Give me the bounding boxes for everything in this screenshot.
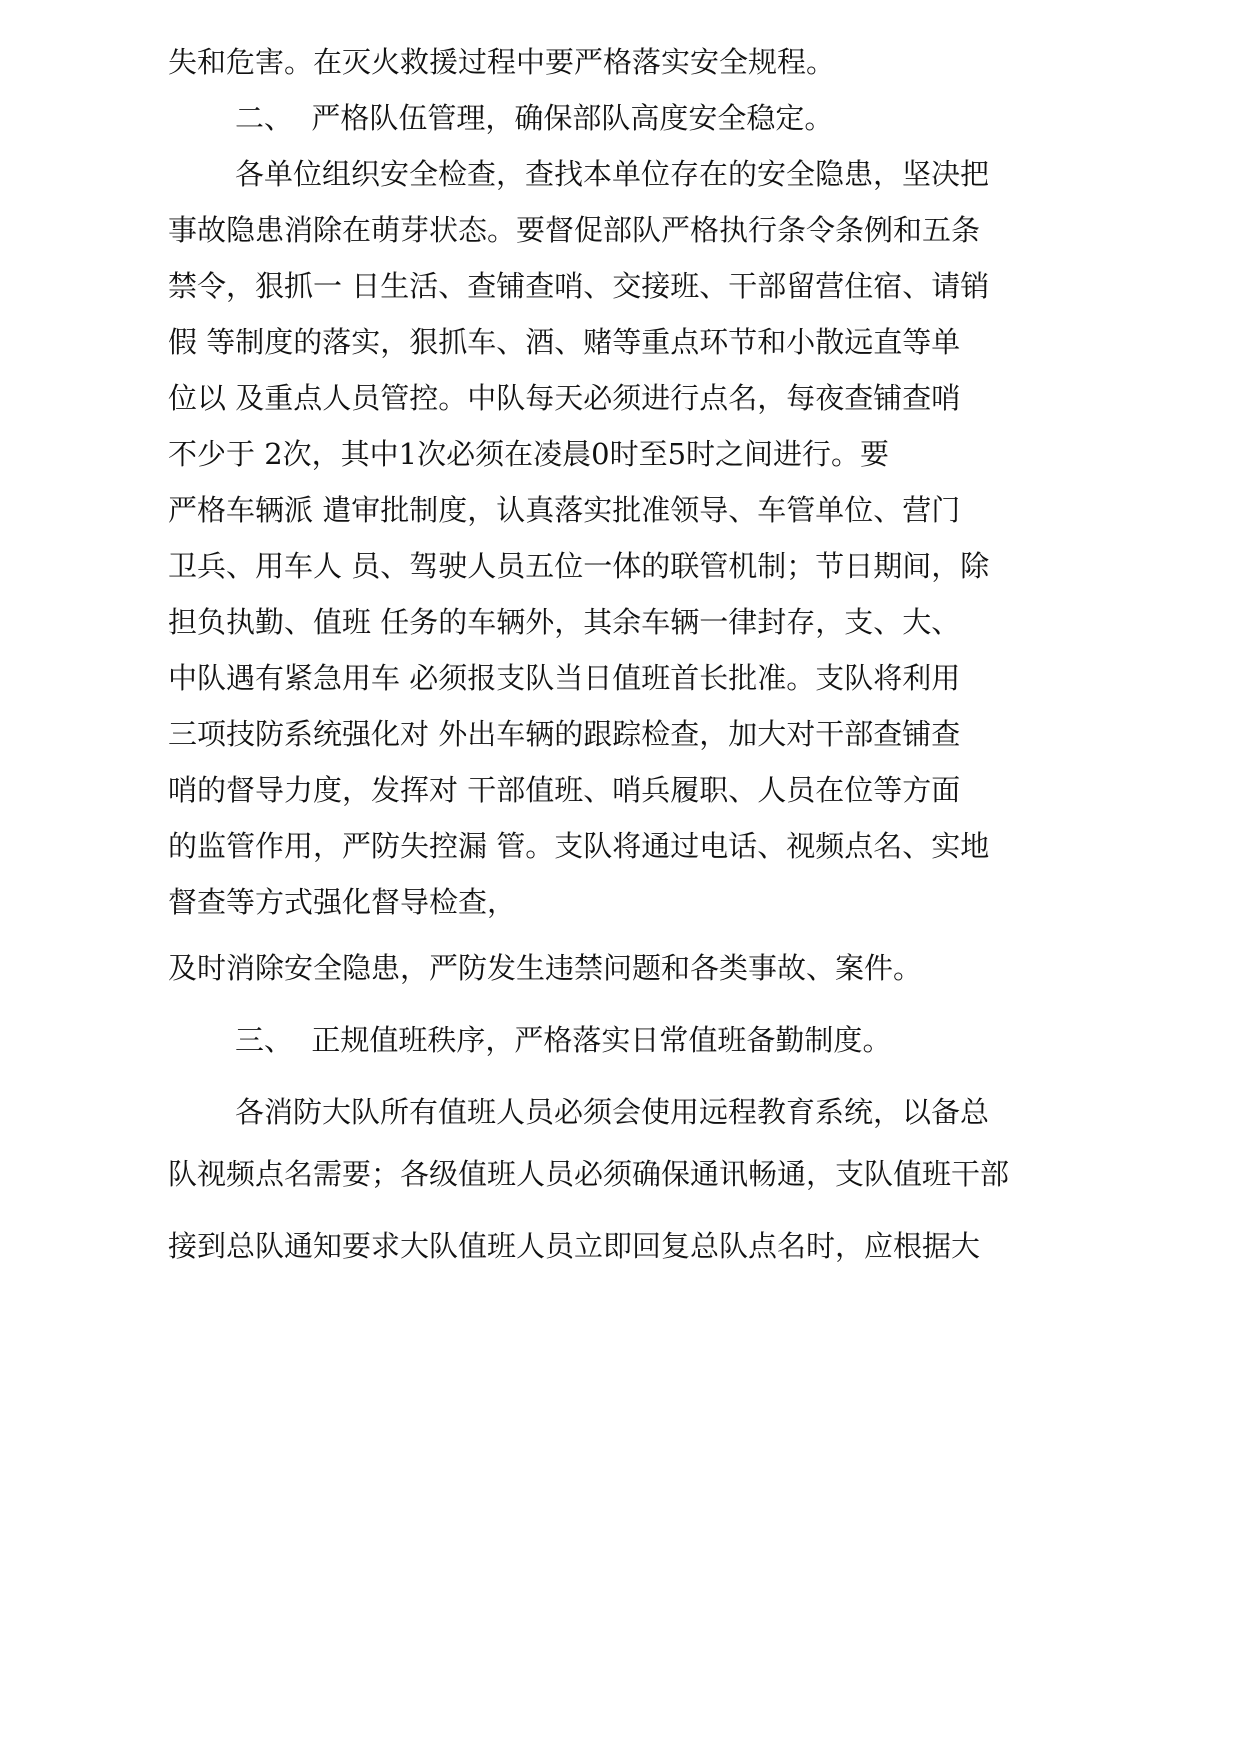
section-heading-3: 三、 正规值班秩序，严格落实日常值班备勤制度。: [235, 1023, 892, 1057]
paragraph-line: 事故隐患消除在萌芽状态。要督促部队严格执行条令条例和五条: [168, 213, 981, 247]
paragraph-line: 禁令，狠抓一 日生活、查铺查哨、交接班、干部留营住宿、请销: [168, 269, 990, 303]
paragraph-line: 位以 及重点人员管控。中队每天必须进行点名，每夜查铺查哨: [168, 381, 961, 415]
paragraph-line: 不少于 2次，其中1次必须在凌晨0时至5时之间进行。要: [168, 437, 890, 471]
paragraph-line: 各消防大队所有值班人员必须会使用远程教育系统，以备总: [235, 1095, 990, 1129]
paragraph-line: 担负执勤、值班 任务的车辆外，其余车辆一律封存，支、大、: [168, 605, 961, 639]
paragraph-line: 中队遇有紧急用车 必须报支队当日值班首长批准。支队将利用: [168, 661, 961, 695]
paragraph-line: 队视频点名需要；各级值班人员必须确保通讯畅通，支队值班干部: [168, 1157, 1010, 1191]
section-heading-2: 二、 严格队伍管理，确保部队高度安全稳定。: [235, 101, 834, 135]
paragraph-line: 失和危害。在灭火救援过程中要严格落实安全规程。: [168, 45, 836, 79]
paragraph-line: 哨的督导力度，发挥对 干部值班、哨兵履职、人员在位等方面: [168, 773, 961, 807]
paragraph-line: 严格车辆派 遣审批制度，认真落实批准领导、车管单位、营门: [168, 493, 961, 527]
paragraph-line: 及时消除安全隐患，严防发生违禁问题和各类事故、案件。: [168, 951, 923, 985]
paragraph-line: 卫兵、用车人 员、驾驶人员五位一体的联管机制；节日期间，除: [168, 549, 990, 583]
paragraph-line: 督查等方式强化督导检查，: [168, 885, 517, 919]
paragraph-line: 接到总队通知要求大队值班人员立即回复总队点名时，应根据大: [168, 1229, 981, 1263]
paragraph-line: 假 等制度的落实，狠抓车、酒、赌等重点环节和小散远直等单: [168, 325, 961, 359]
paragraph-line: 三项技防系统强化对 外出车辆的跟踪检查，加大对干部查铺查: [168, 717, 961, 751]
paragraph-line: 的监管作用，严防失控漏 管。支队将通过电话、视频点名、实地: [168, 829, 990, 863]
paragraph-line: 各单位组织安全检查，查找本单位存在的安全隐患，坚决把: [235, 157, 990, 191]
